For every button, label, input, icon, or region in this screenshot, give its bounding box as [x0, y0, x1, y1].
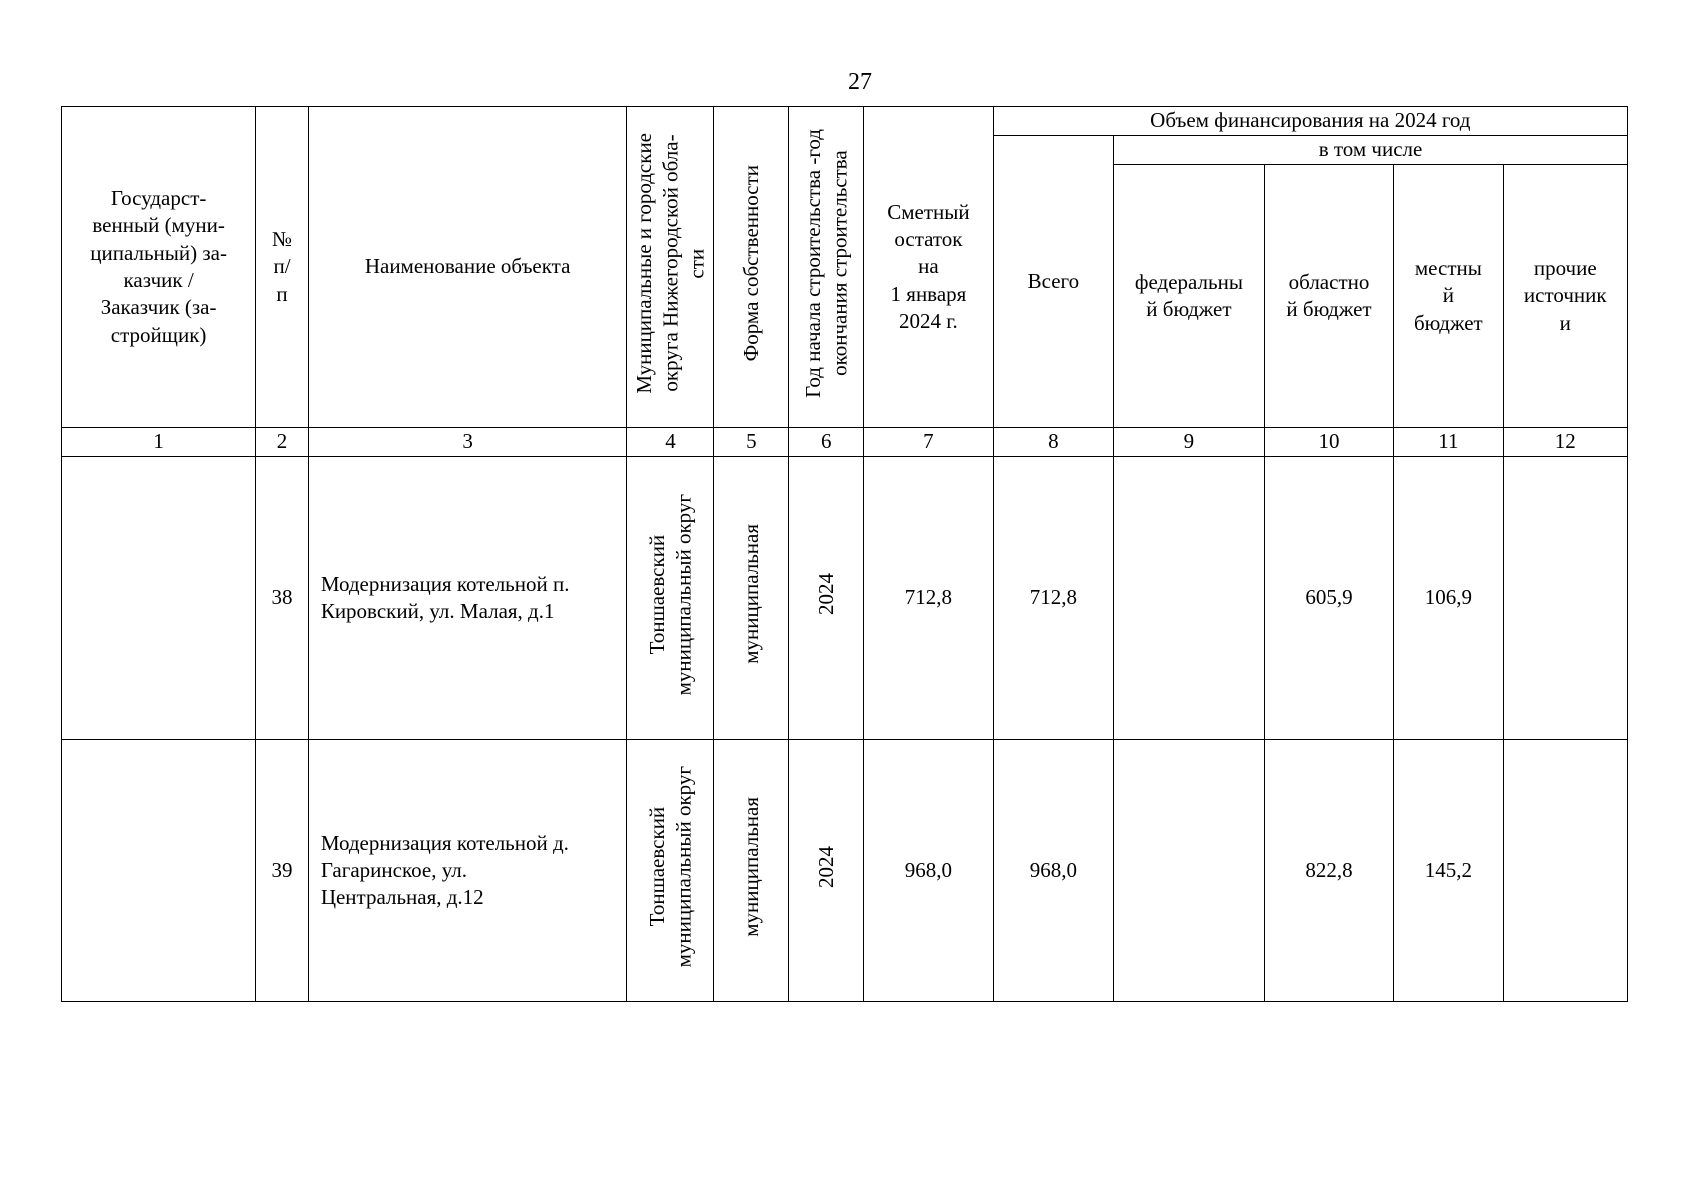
cell-local: 145,2 [1394, 740, 1503, 1002]
cell-number: 38 [256, 457, 309, 740]
header-including: в том числе [1114, 136, 1628, 165]
cell-total: 712,8 [993, 457, 1113, 740]
header-years-text: Год начала строительства -год окончания строительства [801, 128, 852, 398]
cell-ownership [714, 457, 789, 740]
cell-federal [1114, 457, 1265, 740]
header-municipality-text: Муниципальные и городские округа Нижегородской обла- сти [632, 133, 709, 394]
table-row [62, 457, 1628, 740]
header-federal: федеральны й бюджет [1114, 165, 1265, 428]
cell-years [789, 740, 864, 1002]
column-number: 3 [308, 428, 627, 457]
cell-municipality-text: Тоншаевский муниципальный округ [645, 493, 696, 696]
cell-object-name: Модернизация котельной д. Гагаринское, ул. Центральная, д.12 [308, 740, 627, 1002]
column-number: 4 [627, 428, 714, 457]
financing-table [61, 106, 1628, 1002]
cell-municipality-text: Тоншаевский муниципальный округ [645, 766, 696, 968]
cell-customer [62, 740, 256, 1002]
cell-regional: 822,8 [1264, 740, 1393, 1002]
header-local: местны й бюджет [1394, 165, 1503, 428]
column-number: 1 [62, 428, 256, 457]
cell-object-name: Модернизация котельной п. Кировский, ул. Малая, д.1 [308, 457, 627, 740]
column-number-row [62, 428, 1628, 457]
cell-municipality [627, 740, 714, 1002]
header-row-1 [62, 107, 1628, 136]
cell-years [789, 457, 864, 740]
cell-federal [1114, 740, 1265, 1002]
header-customer: Государст- венный (муни- ципальный) за- казчик / Заказчик (за- стройщик) [62, 107, 256, 428]
cell-ownership [714, 740, 789, 1002]
column-number: 9 [1114, 428, 1265, 457]
cell-years-text: 2024 [814, 845, 839, 888]
cell-other [1503, 457, 1628, 740]
cell-municipality [627, 457, 714, 740]
header-regional: областно й бюджет [1264, 165, 1393, 428]
header-object-name: Наименование объекта [308, 107, 627, 428]
header-financing-group: Объем финансирования на 2024 год [993, 107, 1627, 136]
cell-customer [62, 457, 256, 740]
header-estimate: Сметный остаток на 1 января 2024 г. [864, 107, 993, 428]
column-number: 11 [1394, 428, 1503, 457]
column-number: 8 [993, 428, 1113, 457]
column-number: 2 [256, 428, 309, 457]
header-ownership-text: Форма собственности [739, 165, 764, 362]
cell-estimate: 968,0 [864, 740, 993, 1002]
column-number: 7 [864, 428, 993, 457]
cell-regional: 605,9 [1264, 457, 1393, 740]
cell-ownership-text: муниципальная [739, 796, 764, 937]
header-number: № п/ п [256, 107, 309, 428]
header-years [789, 107, 864, 428]
column-number: 5 [714, 428, 789, 457]
table-row [62, 740, 1628, 1002]
cell-total: 968,0 [993, 740, 1113, 1002]
page-number: 27 [848, 69, 872, 95]
cell-number: 39 [256, 740, 309, 1002]
header-total: Всего [993, 136, 1113, 428]
cell-years-text: 2024 [814, 573, 839, 616]
column-number: 6 [789, 428, 864, 457]
cell-ownership-text: муниципальная [739, 524, 764, 665]
header-municipality [627, 107, 714, 428]
cell-other [1503, 740, 1628, 1002]
column-number: 10 [1264, 428, 1393, 457]
column-number: 12 [1503, 428, 1628, 457]
header-other: прочие источник и [1503, 165, 1628, 428]
header-ownership [714, 107, 789, 428]
cell-estimate: 712,8 [864, 457, 993, 740]
cell-local: 106,9 [1394, 457, 1503, 740]
